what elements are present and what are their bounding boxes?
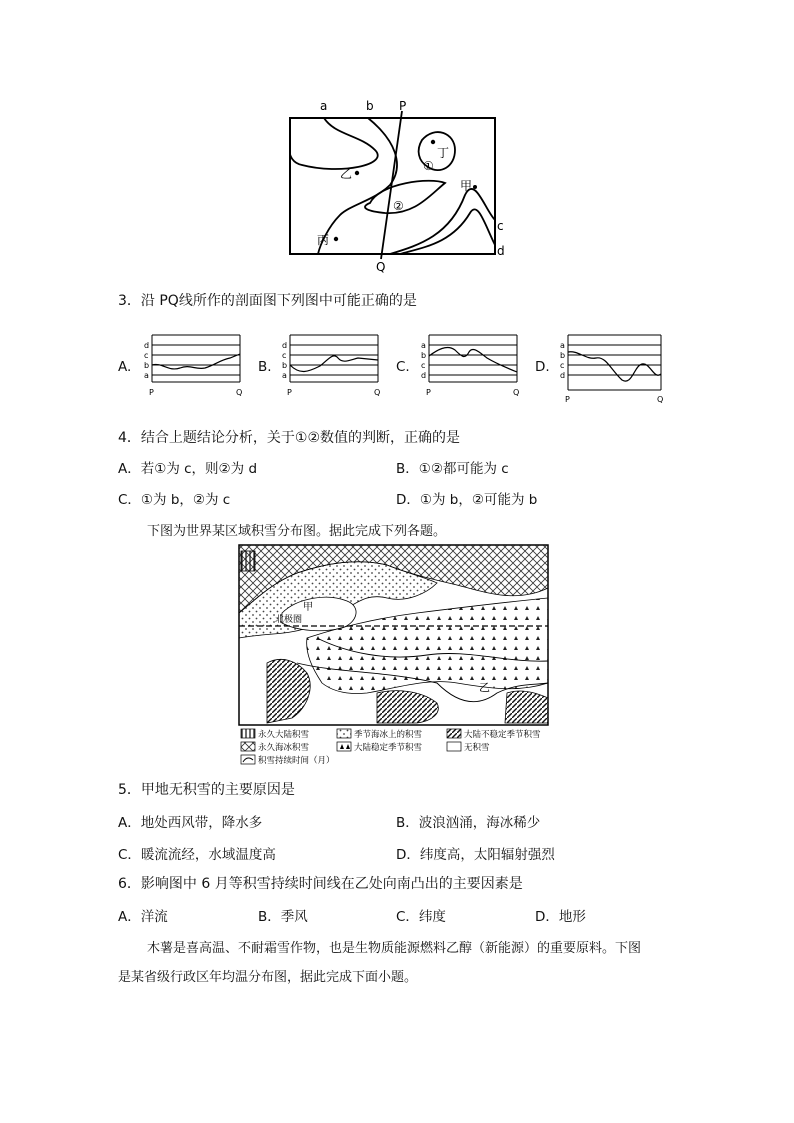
svg-text:P: P	[426, 388, 431, 397]
q5-stem: 5．甲地无积雪的主要原因是	[118, 782, 295, 798]
intro-cassava-line2: 是某省级行政区年均温分布图，据此完成下面小题。	[118, 970, 418, 985]
svg-text:Q: Q	[513, 388, 520, 397]
q4-option-d[interactable]: D．①为 b，②可能为 b	[396, 492, 538, 508]
q4-stem: 4．结合上题结论分析，关于①②数值的判断，正确的是	[118, 430, 461, 446]
svg-text:b: b	[282, 361, 288, 370]
label-c: c	[497, 219, 504, 233]
svg-text:b: b	[421, 351, 427, 360]
svg-text:c: c	[560, 361, 565, 370]
svg-text:永久海冰积雪: 永久海冰积雪	[258, 743, 310, 753]
svg-text:d: d	[560, 371, 566, 380]
intro-snow-map: 下图为世界某区域积雪分布图。据此完成下列各题。	[147, 524, 447, 539]
label-d: d	[497, 244, 505, 258]
contour-line-c	[390, 189, 495, 254]
q6-option-b[interactable]: B．季风	[258, 909, 308, 925]
contour-line-a	[290, 118, 378, 169]
svg-text:a: a	[421, 341, 426, 350]
q3-option-d-letter[interactable]: D.	[535, 359, 550, 375]
q4-option-b[interactable]: B．①②都可能为 c	[396, 461, 509, 477]
place-yi-2: 乙	[479, 681, 490, 694]
svg-text:大陆不稳定季节积雪: 大陆不稳定季节积雪	[464, 730, 541, 740]
svg-text:季节海冰上的积雪: 季节海冰上的积雪	[354, 730, 423, 740]
svg-text:永久大陆积雪: 永久大陆积雪	[258, 730, 310, 740]
svg-text:Q: Q	[657, 395, 664, 404]
q6-option-d[interactable]: D．地形	[535, 909, 586, 925]
svg-text:a: a	[144, 371, 149, 380]
q5-option-a[interactable]: A．地处西风带，降水多	[118, 815, 263, 831]
svg-text:d: d	[144, 341, 150, 350]
place-jia: 甲	[460, 179, 473, 193]
unstable-seasonal-snow-3	[505, 691, 548, 723]
svg-text:P: P	[149, 388, 154, 397]
place-ding: 丁	[437, 146, 450, 160]
svg-text:积雪持续时间（月）: 积雪持续时间（月）	[258, 756, 335, 766]
q6-stem: 6．影响图中 6 月等积雪持续时间线在乙处向南凸出的主要因素是	[118, 876, 523, 892]
svg-text:无积雪: 无积雪	[464, 743, 490, 753]
arctic-circle-label: 北极圈	[275, 615, 303, 625]
svg-text:d: d	[282, 341, 288, 350]
q3-option-d-profile	[556, 330, 668, 405]
svg-text:P: P	[565, 395, 570, 404]
svg-text:a: a	[560, 341, 565, 350]
contour-loop-2	[365, 181, 445, 213]
q3-option-a-letter[interactable]: A.	[118, 359, 132, 375]
label-q: Q	[376, 260, 386, 274]
q6-option-c[interactable]: C．纬度	[396, 909, 446, 925]
place-yi: 乙	[340, 167, 353, 181]
q4-option-c[interactable]: C．①为 b，②为 c	[118, 492, 231, 508]
svg-text:大陆稳定季节积雪: 大陆稳定季节积雪	[354, 743, 423, 753]
place-jia-2: 甲	[303, 602, 313, 613]
q3-option-b-letter[interactable]: B.	[258, 359, 272, 375]
permanent-continental-snow	[241, 551, 255, 571]
svg-text:c: c	[282, 351, 287, 360]
marker-2: ②	[393, 199, 404, 213]
q3-option-b-profile	[278, 330, 383, 405]
label-b: b	[366, 99, 374, 113]
q5-option-b[interactable]: B．波浪汹涌，海冰稀少	[396, 815, 541, 831]
contour-line-d	[400, 209, 495, 254]
svg-text:P: P	[287, 388, 292, 397]
q6-option-a[interactable]: A．洋流	[118, 909, 168, 925]
q3-option-a-profile	[140, 330, 245, 405]
svg-text:b: b	[560, 351, 566, 360]
label-p: P	[399, 99, 407, 113]
place-bing: 丙	[317, 233, 330, 247]
svg-text:Q: Q	[374, 388, 381, 397]
svg-text:a: a	[282, 371, 287, 380]
map2-legend	[241, 729, 541, 766]
svg-text:c: c	[144, 351, 149, 360]
q4-option-a[interactable]: A．若①为 c，则②为 d	[118, 461, 258, 477]
label-a: a	[320, 99, 328, 113]
q3-option-c-profile	[417, 330, 522, 405]
svg-text:d: d	[421, 371, 427, 380]
snow-distribution-map	[237, 543, 550, 773]
svg-text:c: c	[421, 361, 426, 370]
contour-map	[280, 95, 510, 275]
intro-cassava-line1: 木薯是喜高温、不耐霜雪作物，也是生物质能源燃料乙醇（新能源）的重要原料。下图	[147, 941, 642, 956]
marker-1: ①	[423, 159, 434, 173]
q5-option-c[interactable]: C．暖流流经，水域温度高	[118, 847, 276, 863]
q5-option-d[interactable]: D．纬度高，太阳辐射强烈	[396, 847, 555, 863]
svg-text:Q: Q	[236, 388, 243, 397]
q3-stem: 3．沿 PQ线所作的剖面图下列图中可能正确的是	[118, 293, 417, 309]
svg-text:b: b	[144, 361, 150, 370]
q3-option-c-letter[interactable]: C.	[396, 359, 410, 375]
